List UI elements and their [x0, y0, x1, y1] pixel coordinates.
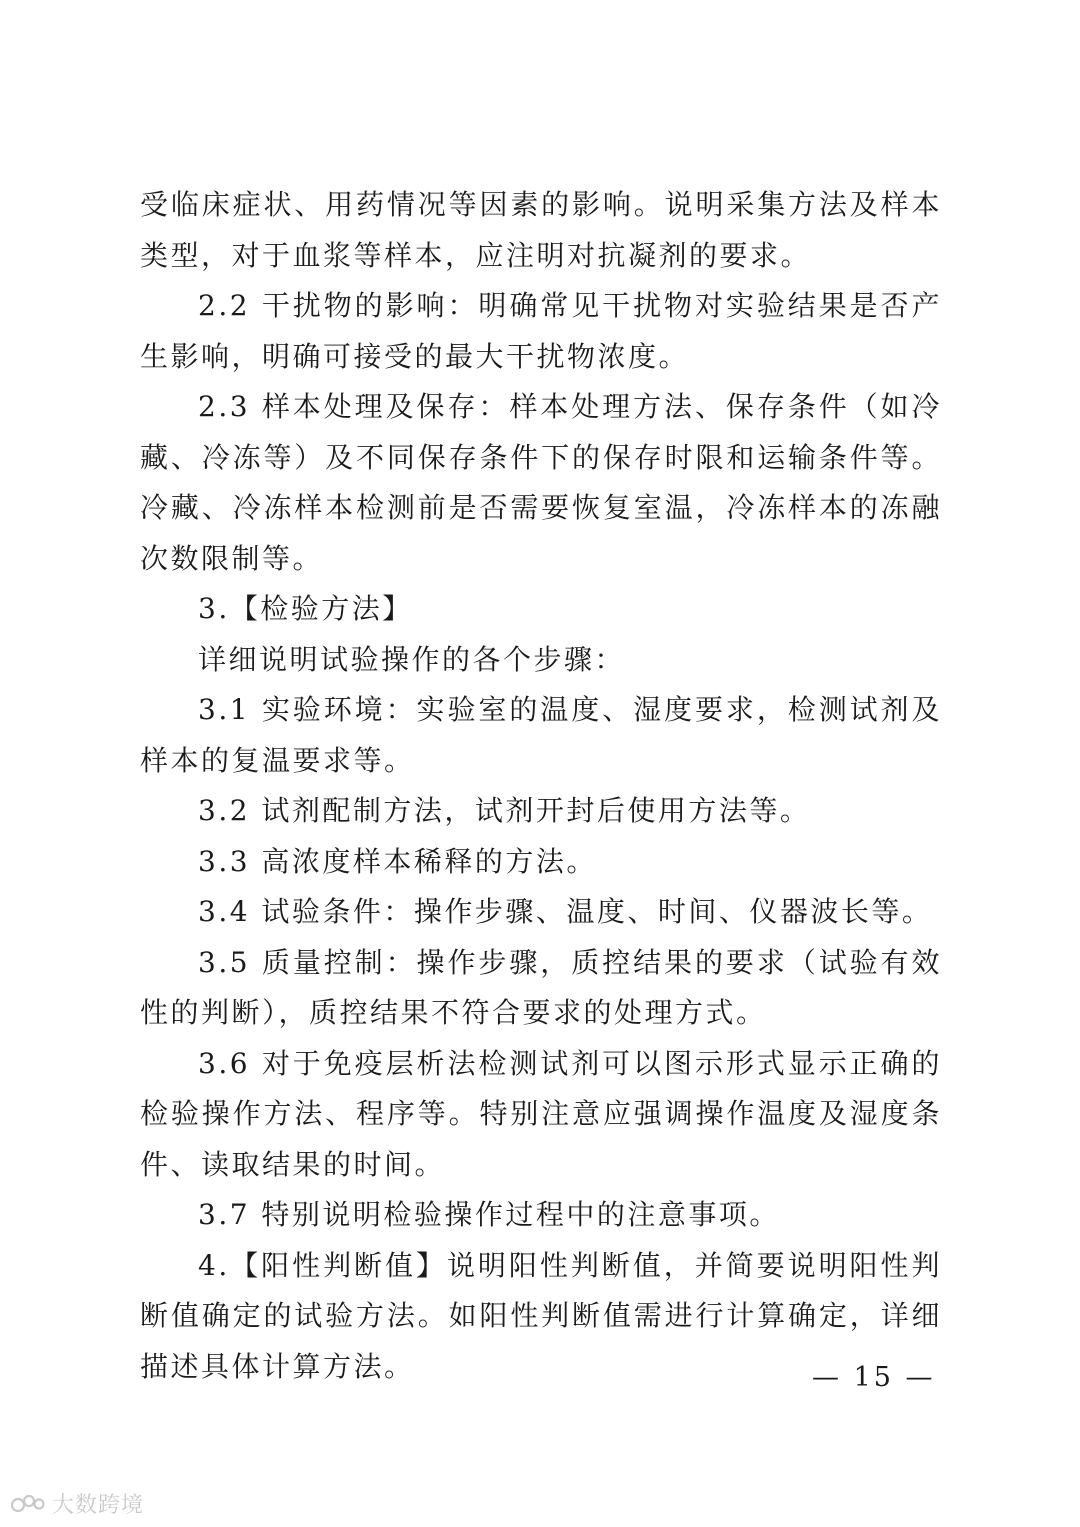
- paragraph-sample-collection: 受临床症状、用药情况等因素的影响。说明采集方法及样本类型，对于血浆等样本，应注明对抗凝剂的要求。: [140, 188, 942, 272]
- paragraph-2-2-interference: 2.2 干扰物的影响：明确常见干扰物对实验结果是否产生影响，明确可接受的最大干扰物浓度。: [140, 289, 942, 373]
- paragraph-3-4-conditions: 3.4 试验条件：操作步骤、温度、时间、仪器波长等。: [198, 895, 933, 928]
- paragraph-3-5-quality-control: 3.5 质量控制：操作步骤，质控结果的要求（试验有效性的判断），质控结果不符合要求的处理方式。: [140, 945, 942, 1029]
- paragraph-3-3-dilution: 3.3 高浓度样本稀释的方法。: [198, 844, 597, 878]
- paragraph-3-1-environment: 3.1 实验环境：实验室的温度、湿度要求，检测试剂及样本的复温要求等。: [140, 693, 942, 777]
- paragraph-test-steps-intro: 详细说明试验操作的各个步骤：: [198, 642, 626, 676]
- page-number: — 15 —: [812, 1362, 936, 1393]
- watermark: [10, 1488, 144, 1519]
- brand-logo-icon: [10, 1492, 46, 1516]
- paragraph-3-6-immunochromatography: 3.6 对于免疫层析法检测试剂可以图示形式显示正确的检验操作方法、程序等。特别注意应强调操作温度及湿度条件、读取结果的时间。: [140, 1046, 942, 1181]
- document-body: [140, 180, 942, 1392]
- watermark-text: 大数跨境: [52, 1493, 145, 1518]
- paragraph-4-positive-cutoff: 4.【阳性判断值】说明阳性判断值，并简要说明阳性判断值确定的试验方法。如阳性判断值需进行计算确定，详细描述具体计算方法。: [140, 1248, 942, 1383]
- heading-3-test-method: 3.【检验方法】: [198, 592, 413, 625]
- paragraph-2-3-sample-storage: 2.3 样本处理及保存：样本处理方法、保存条件（如冷藏、冷冻等）及不同保存条件下的保存时限和运输条件等。冷藏、冷冻样本检测前是否需要恢复室温，冷冻样本的冻融次数限制等。: [140, 390, 942, 575]
- paragraph-3-2-reagent-prep: 3.2 试剂配制方法，试剂开封后使用方法等。: [198, 794, 811, 827]
- paragraph-3-7-precautions: 3.7 特别说明检验操作过程中的注意事项。: [198, 1198, 780, 1231]
